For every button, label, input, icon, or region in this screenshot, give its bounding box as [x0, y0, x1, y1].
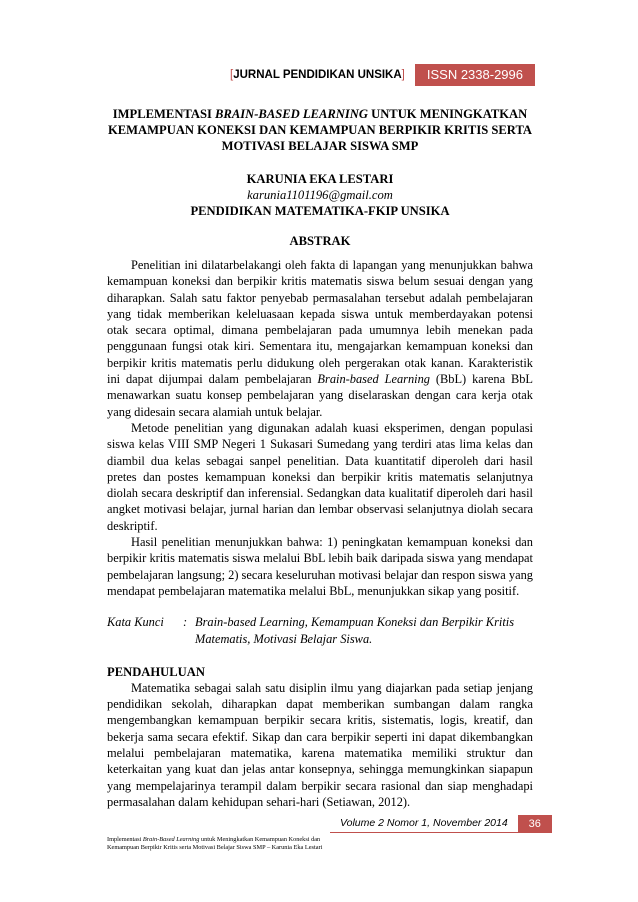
article-content — [107, 106, 533, 810]
keywords — [107, 614, 533, 647]
keywords-colon: : — [183, 615, 188, 630]
author-name: KARUNIA EKA LESTARI — [246, 172, 394, 186]
abstract-paragraph-1: Penelitian ini dilatarbelakangi oleh fakta di lapangan yang menunjukkan bahwa kemampuan koneksi dan berpikir kritis matematis siswa belum sesuai dengan yang diharapkan. Salah satu faktor penyebab permasalahan tersebut adalah pembelajaran yang tidak memberikan keleluasaan kepada siswa untuk memberdayakan potensi otak secara optimal, dimana pembelajaran pada umumnya lebih menekan pada penggunaan fungsi otak kiri. Sementara itu, mengajarkan kemampuan koneksi dan berpikir kritis matematis perlu didukung oleh pergerakan otak kanan. Karakteristik ini dapat dijumpai dalam pembelajaran Brain-based Learning (BbL) karena BbL menawarkan suatu konsep pembelajaran yang diselaraskan dengan cara kerja otak yang didesain secara alamiah untuk belajar. — [107, 258, 534, 419]
journal-name: [JURNAL PENDIDIKAN UNSIKA] — [230, 69, 405, 81]
running-footer: Implementasi Brain-Based Learning untuk Meningkatkan Kemampuan Koneksi dan Kemampuan Berpikir Kritis serta Motivasi Belajar Siswa SMP – Karunia Eka Lestari — [107, 836, 323, 852]
intro-paragraph-1: Matematika sebagai salah satu disiplin ilmu yang diajarkan pada setiap jenjang pendidikan sekolah, diharapkan dapat memberikan sumbangan dalam rangka mengembangkan kemampuan berpikir secara kritis, sistematis, logis, kreatif, dan bekerja sama secara efektif. Sikap dan cara berpikir seperti ini dapat dikembangkan melalui pembelajaran matematika, karena matematika memiliki struktur dan keterkaitan yang kuat dan jelas antar konsepnya, sehingga memungkinkan siapapun yang mempelajarinya terampil dalam berpikir secara rasional dan siap menghadapi permasalahan dalam kehidupan sehari-hari (Setiawan, 2012). — [107, 680, 533, 809]
article-title: IMPLEMENTASI BRAIN-BASED LEARNING UNTUK MENINGKATKAN KEMAMPUAN KONEKSI DAN KEMAMPUAN BERPIKIR KRITIS SERTA MOTIVASI BELAJAR SISWA SMP — [107, 107, 533, 153]
abstract-paragraph-3: Hasil penelitian menunjukkan bahwa: 1) peningkatan kemampuan koneksi dan berpikir kritis matematis siswa melalui BbL lebih baik daripada siswa yang mendapat pembelajaran langsung; 2) secara keseluruhan motivasi belajar dan respon siswa yang mendapat pembelajaran matematika melalui BbL, menunjukkan sikap yang positif. — [107, 535, 533, 598]
volume-info: Volume 2 Nomor 1, November 2014 — [330, 815, 518, 833]
issn-badge: ISSN 2338-2996 — [415, 64, 535, 86]
abstract-body — [107, 257, 533, 599]
page-number: 36 — [518, 815, 552, 833]
abstract-paragraph-2: Metode penelitian yang digunakan adalah kuasi eksperimen, dengan populasi siswa kelas VIII SMP Negeri 1 Sukasari Sumedang yang terdiri atas lima kelas dan diambil dua kelas sebagai sanpel penelitian. Data kuantitatif diperoleh dari hasil pretes dan postes kemampuan koneksi dan berpikir kritis matematis selanjutnya diolah secara deskriptif dan inferensial. Sedangkan data kualitatif diperoleh dari hasil angket motivasi belajar, jurnal harian dan lembar observasi selanjutnya diolah secara deskriptif. — [107, 420, 533, 533]
volume-footer — [330, 815, 552, 833]
author-email: karunia1101196@gmail.com — [247, 188, 393, 202]
journal-header — [230, 64, 535, 86]
keywords-label: Kata Kunci — [107, 615, 164, 630]
author-affiliation: PENDIDIKAN MATEMATIKA-FKIP UNSIKA — [190, 204, 450, 218]
keywords-value: Brain-based Learning, Kemampuan Koneksi dan Berpikir Kritis Matematis, Motivasi Belajar Siswa. — [195, 615, 515, 646]
section-heading-pendahuluan: PENDAHULUAN — [107, 664, 205, 679]
abstract-heading: ABSTRAK — [289, 234, 351, 248]
